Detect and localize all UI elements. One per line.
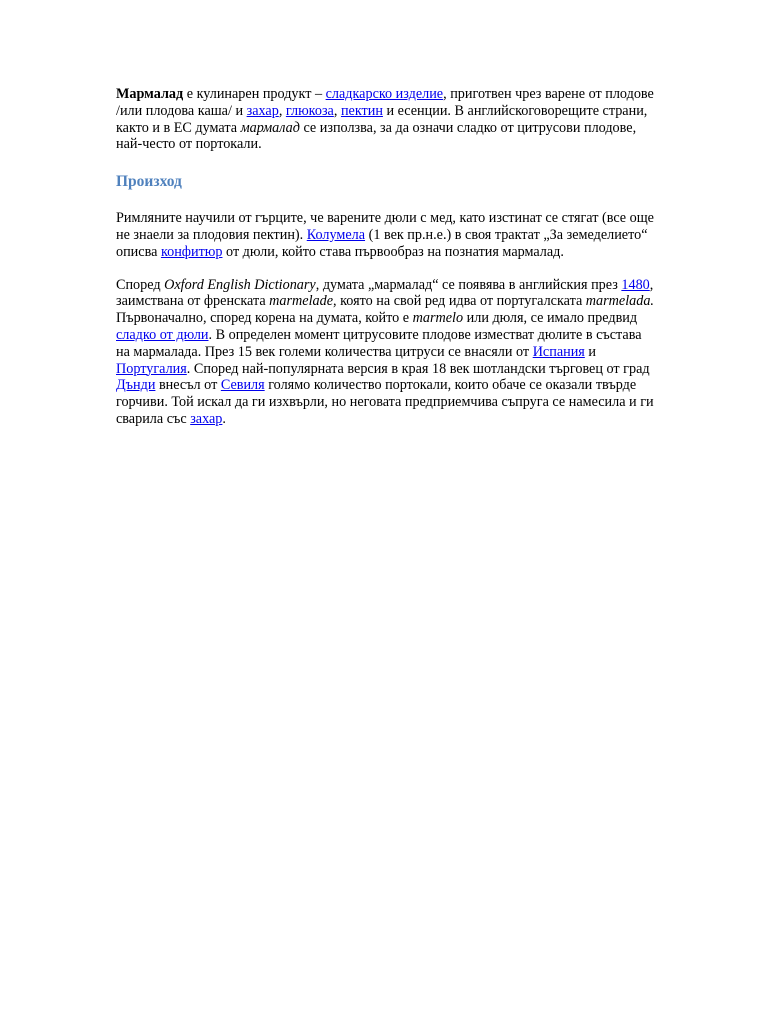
link-sweet-product[interactable]: сладкарско изделие — [325, 86, 444, 102]
text-span: или дюля, се имало предвид — [463, 310, 638, 327]
link-spain[interactable]: Испания — [532, 343, 585, 360]
text-span: и есенции. В английскоговорещите страни, както и в ЕС думата — [116, 102, 648, 136]
link-sugar[interactable]: захар — [246, 102, 279, 119]
text-span: голямо количество портокали, които обаче се оказали твърде горчиви. Той искал да ги изхвърли, но неговата предприемчива съпруга се намесила и ги сварила със — [116, 377, 654, 427]
link-seville[interactable]: Севиля — [220, 377, 265, 394]
origin-paragraph-1 — [116, 210, 656, 260]
link-portugal[interactable]: Португалия — [116, 360, 187, 377]
text-span: от дюли, който става първообраз на познатия мармалад. — [222, 243, 564, 260]
italic-marmelada: marmelada. — [585, 293, 654, 310]
link-columella[interactable]: Колумела — [306, 226, 366, 243]
text-span: , — [278, 102, 286, 119]
text-span: , заимствана от френската — [116, 276, 654, 310]
link-confiture[interactable]: конфитюр — [160, 243, 223, 260]
italic-marmelo: marmelo — [412, 310, 464, 327]
text-span: Римляните научили от гърците, че варените дюли с мед, като изстинат се стягат (все още не знаели за плодовия пектин). — [116, 210, 654, 243]
origin-paragraph-2 — [116, 277, 656, 428]
text-span: е кулинарен продукт – — [183, 86, 326, 102]
term-marmalade: Мармалад — [116, 86, 184, 102]
italic-marmelade: marmelade — [269, 293, 334, 310]
article-body — [116, 86, 656, 428]
link-pectin[interactable]: пектин — [340, 102, 383, 119]
text-span: . В определен момент цитрусовите плодове изместват дюлите в състава на мармалада. През 15 век големи количества цитруси се внасяли от — [116, 326, 642, 360]
text-span: , която на свой ред идва от португалската — [333, 293, 586, 310]
intro-paragraph — [116, 86, 656, 153]
text-span: се използва, за да означи сладко от цитрусови плодове, най-често от портокали. — [116, 119, 637, 153]
text-span: Първоначално, според корена на думата, който е — [116, 310, 413, 327]
link-quince-jam[interactable]: сладко от дюли — [116, 326, 209, 343]
link-1480[interactable]: 1480 — [621, 276, 650, 293]
text-span: . — [222, 410, 226, 427]
text-span: (1 век пр.н.е.) в своя трактат „За земеделието“ описва — [116, 226, 648, 260]
italic-oed: Oxford English Dictionary — [164, 276, 316, 293]
text-span: Според — [116, 276, 165, 293]
text-span: и — [584, 343, 596, 360]
text-span: , приготвен чрез варене от плодове /или плодова каша/ и — [116, 86, 654, 119]
text-span: , думата „мармалад“ се появява в английския през — [315, 276, 622, 293]
text-span: внесъл от — [155, 377, 221, 394]
text-span: . Според най-популярната версия в края 18 век шотландски търговец от град — [186, 360, 650, 377]
link-glucose[interactable]: глюкоза — [285, 102, 334, 119]
section-heading-origin: Произход — [116, 173, 182, 191]
link-sugar-2[interactable]: захар — [190, 410, 223, 427]
italic-marmalade: мармалад — [240, 119, 300, 136]
link-dundee[interactable]: Дънди — [116, 377, 156, 394]
text-span: , — [333, 102, 341, 119]
